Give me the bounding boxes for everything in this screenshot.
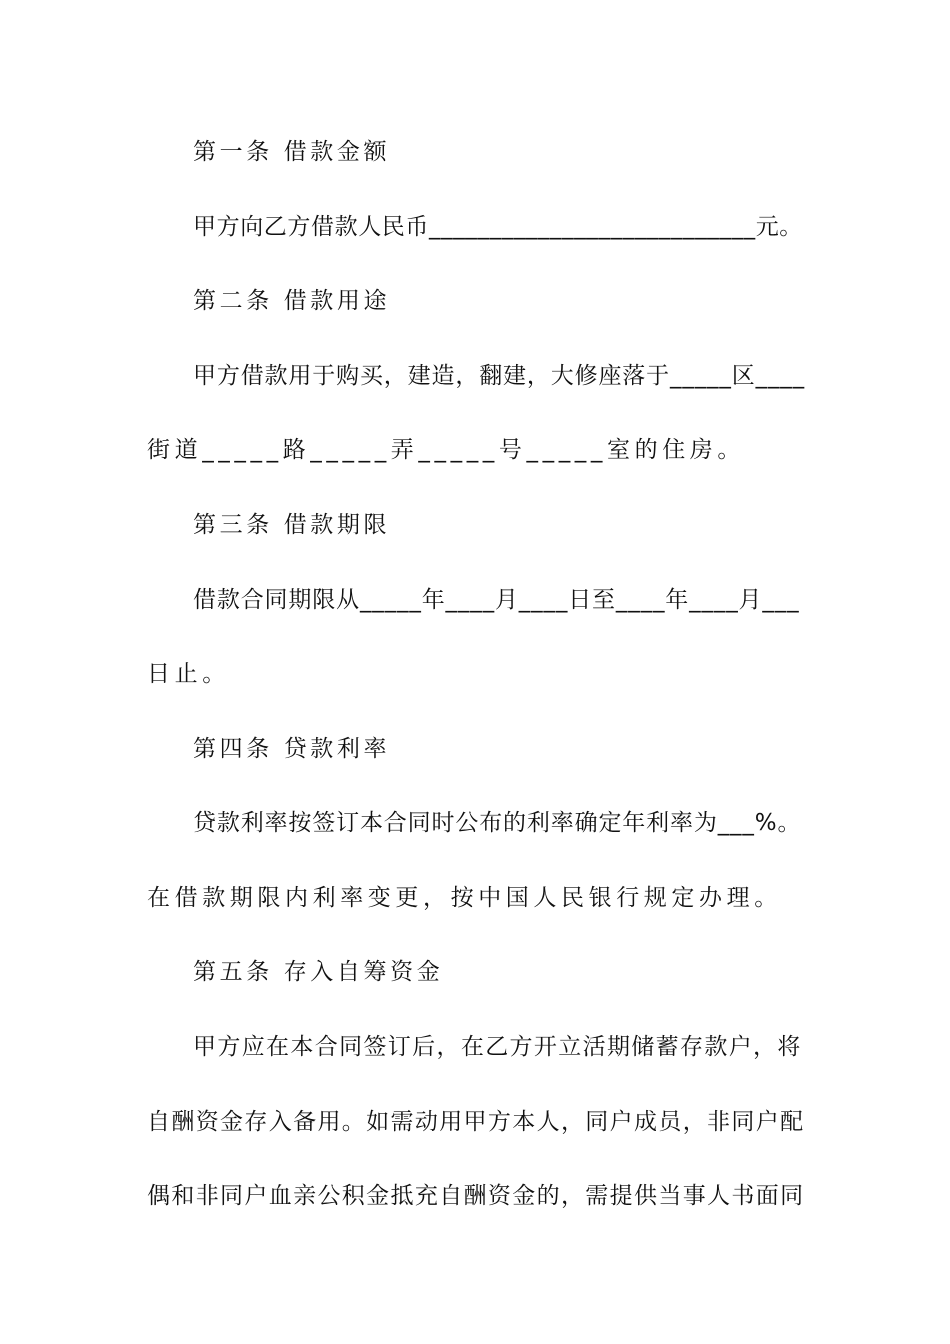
article-1-heading: 第一条 借款金额 <box>193 139 391 165</box>
article-4-heading: 第四条 贷款利率 <box>193 736 391 762</box>
article-5-text: 甲方应在本合同签订后，在乙方开立活期储蓄存款户，将 <box>193 1034 802 1060</box>
article-5-heading: 第五条 存入自筹资金 <box>193 959 444 985</box>
article-3-text: 借款合同期限从_____年____月____日至____年____月___ <box>193 587 800 613</box>
article-3-text-continued: 日止。 <box>147 661 230 687</box>
article-1-text: 甲方向乙方借款人民币___________________________元。 <box>193 214 803 240</box>
article-2-text: 甲方借款用于购买，建造，翻建，大修座落于_____区____ <box>193 363 805 389</box>
article-4-text: 贷款利率按签订本合同时公布的利率确定年利率为___%。 <box>193 810 802 836</box>
article-5-text-continued-2: 偶和非同户血亲公积金抵充自酬资金的，需提供当事人书面同 <box>147 1183 805 1209</box>
article-2-text-continued: 街道_____路_____弄_____号_____室的住房。 <box>147 437 745 463</box>
article-3-heading: 第三条 借款期限 <box>193 512 391 538</box>
article-2-heading: 第二条 借款用途 <box>193 288 391 314</box>
article-5-text-continued-1: 自酬资金存入备用。如需动用甲方本人，同户成员，非同户配 <box>147 1109 805 1135</box>
article-4-text-continued: 在借款期限内利率变更，按中国人民银行规定办理。 <box>147 885 782 911</box>
